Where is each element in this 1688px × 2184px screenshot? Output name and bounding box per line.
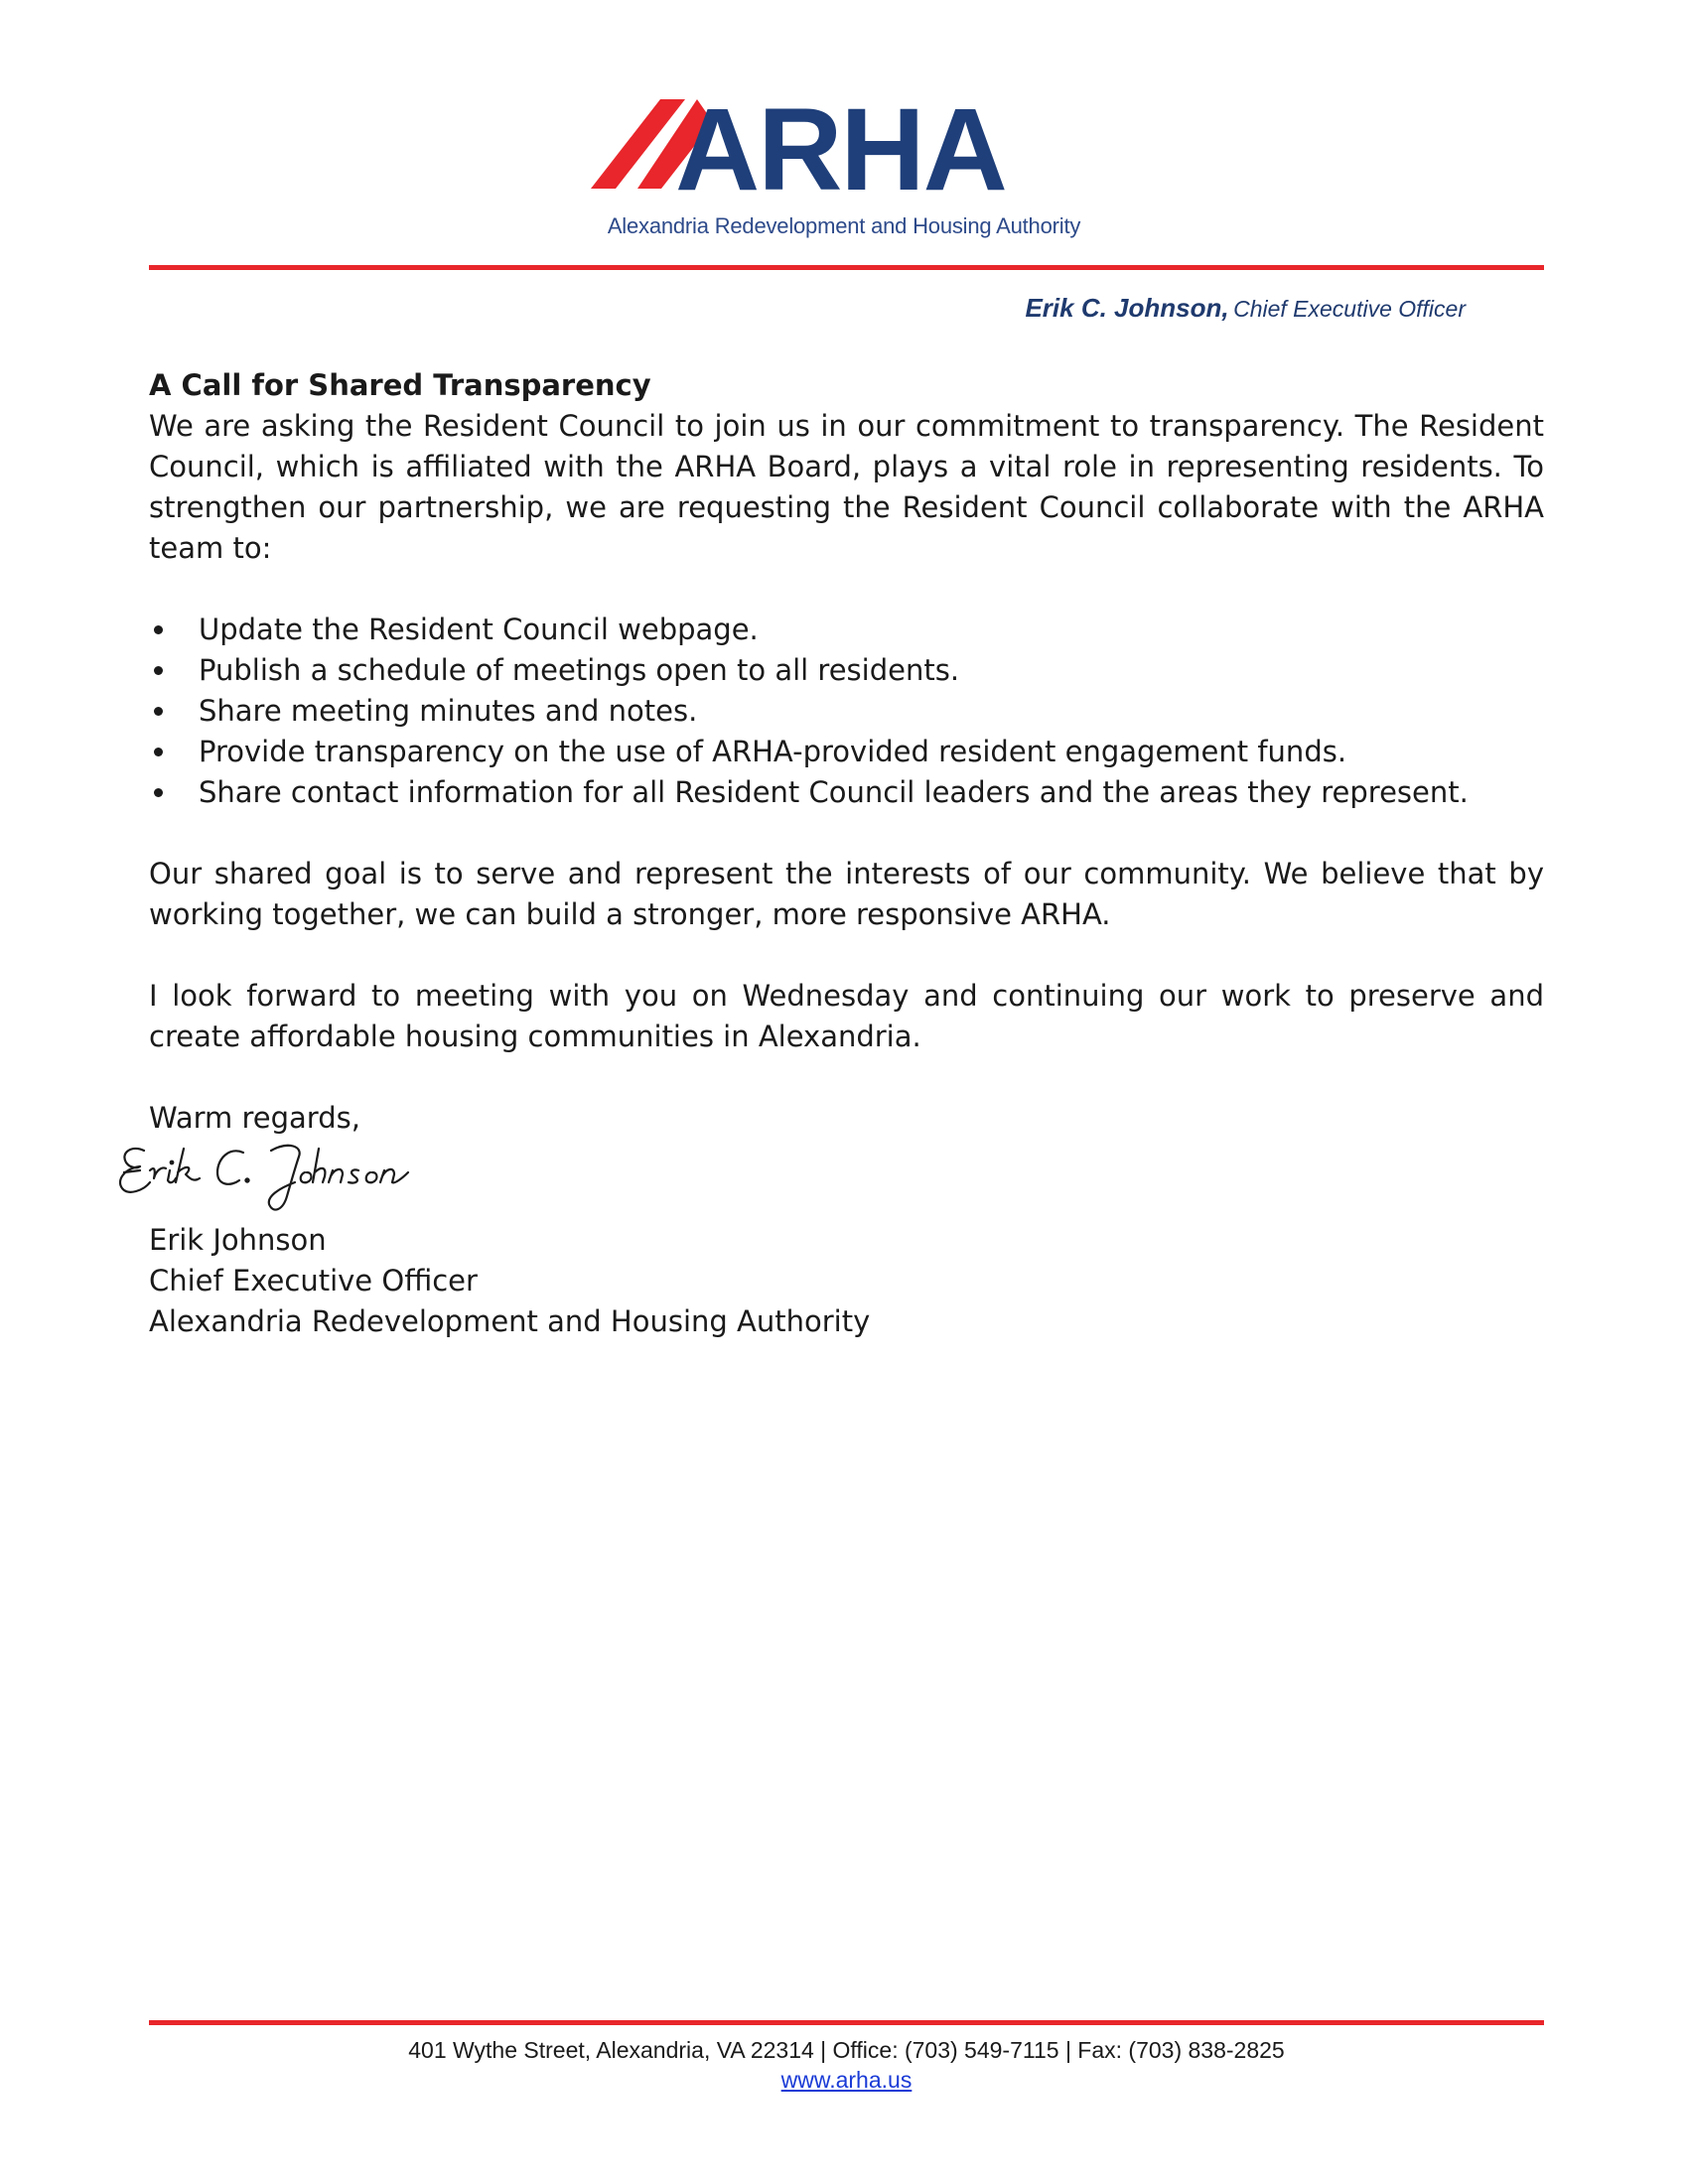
- goal-paragraph: Our shared goal is to serve and represent the interests of our community. We believe that by working together, we can build a stronger, more responsive ARHA.: [149, 857, 1544, 931]
- list-item: Share meeting minutes and notes.: [149, 691, 1544, 732]
- list-item: Share contact information for all Resident Council leaders and the areas they represent.: [149, 772, 1544, 813]
- closing-paragraph: I look forward to meeting with you on Wednesday and continuing our work to preserve and create affordable housing communities in Alexandria.: [149, 979, 1544, 1053]
- bullet-icon: [154, 625, 163, 634]
- handwritten-signature: [114, 1139, 1544, 1220]
- signer-title: Chief Executive Officer: [149, 1264, 478, 1297]
- exec-title: Chief Executive Officer: [1233, 296, 1466, 322]
- exec-header: [1025, 293, 1466, 324]
- bullet-icon: [154, 788, 163, 797]
- logo-wordmark: ARHA: [675, 94, 1006, 213]
- footer-divider: [149, 2020, 1544, 2025]
- website-link[interactable]: www.arha.us: [780, 2067, 913, 2093]
- exec-name: Erik C. Johnson,: [1025, 293, 1229, 323]
- signer-name: Erik Johnson: [149, 1223, 327, 1257]
- org-tagline: Alexandria Redevelopment and Housing Authority: [607, 213, 1081, 238]
- list-item: Publish a schedule of meetings open to all residents.: [149, 650, 1544, 691]
- intro-paragraph: We are asking the Resident Council to join us in our commitment to transparency. The Resident Council, which is affiliated with the ARHA Board, plays a vital role in representing residents. To strengthen our partnership, we are requesting the Resident Council collaborate with the ARHA team to:: [149, 409, 1544, 565]
- footer-website: [149, 2067, 1544, 2094]
- letter-body: [149, 365, 1544, 1342]
- bullet-icon: [154, 707, 163, 716]
- sign-off: Warm regards,: [149, 1101, 360, 1135]
- bullet-icon: [154, 666, 163, 675]
- list-item: Provide transparency on the use of ARHA-provided resident engagement funds.: [149, 732, 1544, 772]
- arha-logo-mark: [586, 94, 1102, 213]
- signature-drawing: [114, 1139, 511, 1220]
- list-item: Update the Resident Council webpage.: [149, 610, 1544, 650]
- signer-org: Alexandria Redevelopment and Housing Authority: [149, 1304, 871, 1338]
- letter-heading: A Call for Shared Transparency: [149, 368, 651, 402]
- footer-address: 401 Wythe Street, Alexandria, VA 22314 | Office: (703) 549-7115 | Fax: (703) 838-2825: [408, 2037, 1285, 2063]
- bullet-icon: [154, 748, 163, 756]
- header-divider: [149, 265, 1544, 270]
- request-list: [149, 610, 1544, 813]
